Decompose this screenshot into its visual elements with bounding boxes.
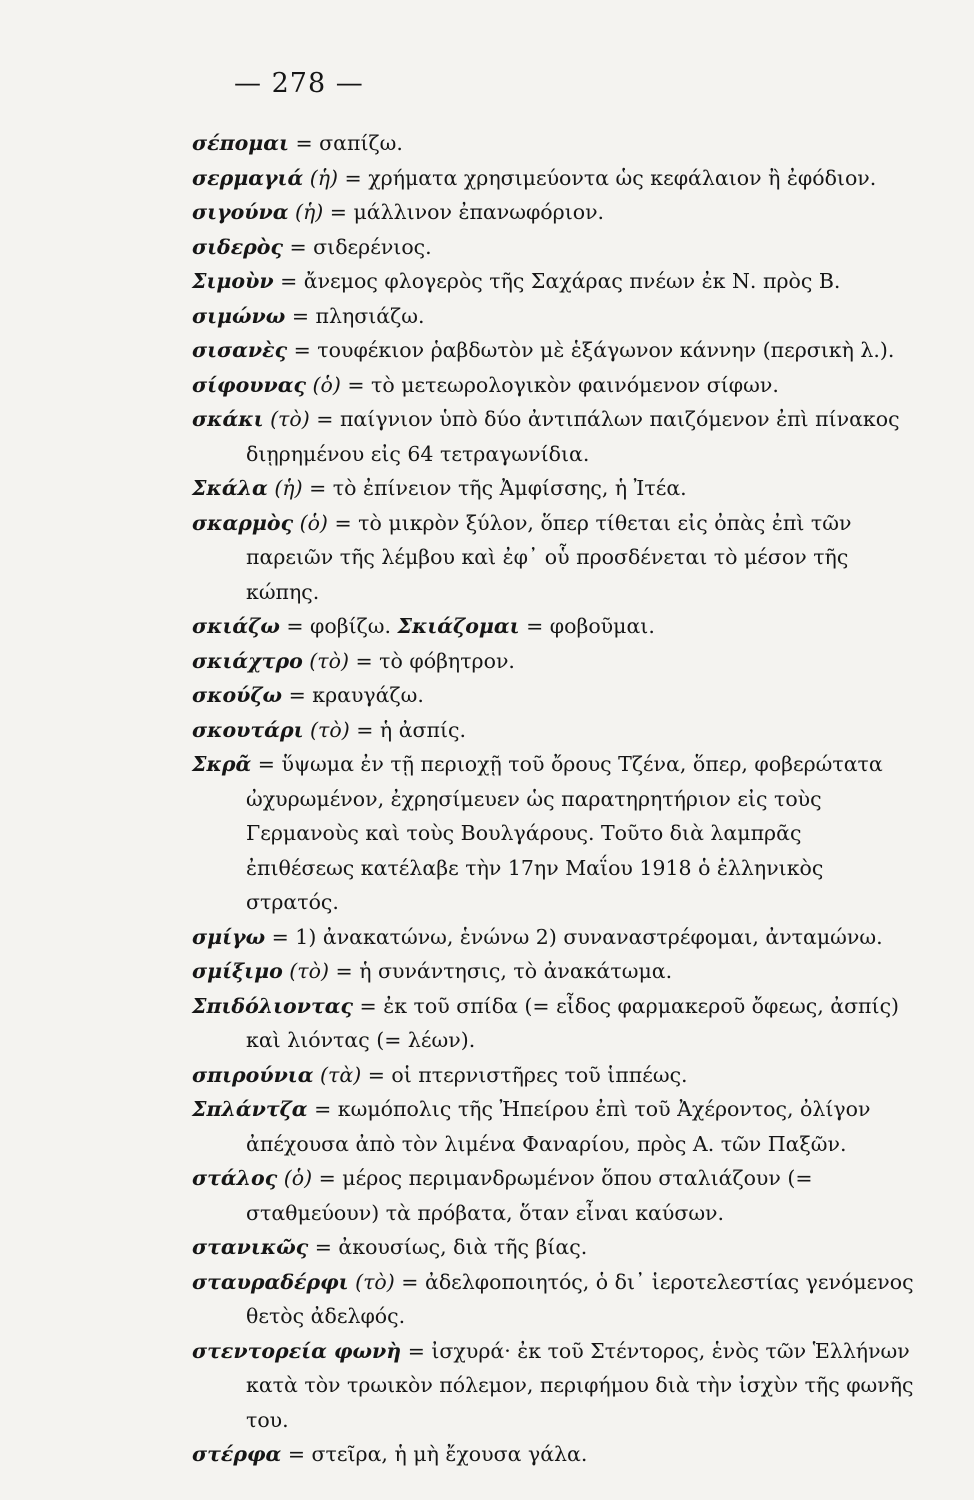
glossary-entry	[192, 1161, 914, 1230]
article: (ἡ)	[303, 165, 339, 190]
glossary-entry	[192, 1265, 914, 1334]
definition: = ἰσχυρά· ἐκ τοῦ Στέντορος, ἑνὸς τῶν Ἑλλήνων κατὰ τὸν τρωικὸν πόλεμον, περιφήμου διὰ τὴν ἰσχὺν τῆς φωνῆς του.	[246, 1338, 914, 1432]
definition: = σαπίζω.	[288, 131, 403, 155]
headword: σκούζω	[192, 683, 283, 707]
glossary-entry	[192, 299, 914, 334]
headword: σέπομαι	[192, 131, 289, 155]
headword: Σιμοὺν	[192, 269, 274, 293]
definition: = ἄνεμος φλογερὸς τῆς Σαχάρας πνέων ἐκ Ν. πρὸς Β.	[273, 269, 841, 293]
glossary-entry	[192, 1092, 914, 1161]
article: (ἡ)	[267, 476, 303, 500]
definition: = χρήματα χρησιμεύοντα ὡς κεφάλαιον ἢ ἐφόδιον.	[338, 165, 877, 190]
page-number: — 278 —	[234, 68, 364, 99]
definition: = ἡ συνάντησις, τὸ ἀνακάτωμα.	[328, 959, 673, 983]
glossary-entry	[192, 126, 914, 161]
definition: = ἀκουσίως, διὰ τῆς βίας.	[308, 1235, 588, 1259]
headword: σιμώνω	[192, 303, 286, 328]
headword: σιγούνα	[192, 200, 289, 224]
glossary-entry	[192, 713, 914, 748]
article: (ἡ)	[288, 200, 324, 224]
article: (τὸ)	[263, 407, 310, 431]
headword: σκιάζω	[192, 614, 280, 638]
glossary-entry	[192, 920, 914, 955]
definition: = τουφέκιον ῥαβδωτὸν μὲ ἑξάγωνον κάννην (περσικὴ λ.).	[287, 338, 895, 362]
headword: σισανὲς	[192, 338, 288, 362]
definition: = τὸ φόβητρον.	[348, 648, 515, 673]
headword: σερμαγιά	[192, 165, 304, 190]
headword: σταυραδέρφι	[192, 1269, 349, 1294]
definition: = τὸ μικρὸν ξύλον, ὅπερ τίθεται εἰς ὀπὰς ἐπὶ τῶν παρειῶν τῆς λέμβου καὶ ἐφ᾽ οὗ προσδένεται τὸ μέσον τῆς κώπης.	[246, 510, 852, 604]
glossary-entry	[192, 1437, 914, 1472]
headword: σκάκι	[192, 407, 264, 431]
definition: = 1) ἀνακατώνω, ἑνώνω 2) συναναστρέφομαι, ἀνταμώνω.	[265, 924, 883, 949]
glossary-entry	[192, 1058, 914, 1093]
headword: Σπιδόλιοντας	[192, 993, 354, 1018]
definition: = ἀδελφοποιητός, ὁ δι᾽ ἱεροτελεστίας γενόμενος θετὸς ἀδελφός.	[246, 1269, 914, 1328]
glossary-entry	[192, 954, 914, 989]
headword: σκιάχτρο	[192, 648, 303, 673]
article: (τὸ)	[302, 648, 349, 673]
article: (τὸ)	[303, 717, 350, 742]
glossary-entry	[192, 1334, 914, 1438]
headword: σπιρούνια	[192, 1062, 314, 1087]
glossary-entry	[192, 506, 914, 610]
definition: = τὸ ἐπίνειον τῆς Ἀμφίσσης, ἡ Ἰτέα.	[302, 476, 687, 500]
headword: στάλος	[192, 1166, 278, 1190]
definition: = ἐκ τοῦ σπίδα (= εἶδος φαρμακεροῦ ὄφεως, ἀσπίς) καὶ λιόντας (= λέων).	[246, 993, 900, 1052]
headword: σκουτάρι	[192, 717, 304, 742]
glossary-entry	[192, 644, 914, 679]
definition-secondary: = φοβοῦμαι.	[519, 614, 655, 638]
definition: = φοβίζω.	[279, 614, 398, 638]
headword-secondary: Σκιάζομαι	[397, 614, 520, 638]
definition: = πλησιάζω.	[285, 303, 425, 328]
definition: = σιδερένιος.	[282, 234, 432, 259]
headword: στέρφα	[192, 1442, 282, 1466]
glossary-entry	[192, 678, 914, 713]
headword: Σκρᾶ	[192, 752, 252, 776]
definition: = ἡ ἀσπίς.	[349, 717, 467, 742]
definition: = μάλλινον ἐπανωφόριον.	[323, 200, 605, 224]
glossary-entry	[192, 264, 914, 299]
headword: στεντορεία φωνὴ	[192, 1338, 402, 1363]
definition: = τὸ μετεωρολογικὸν φαινόμενον σίφων.	[340, 372, 779, 397]
definition: = στεῖρα, ἡ μὴ ἔχουσα γάλα.	[281, 1442, 588, 1466]
headword: σίφουνας	[192, 372, 306, 397]
glossary-entry	[192, 471, 914, 506]
article: (τὸ)	[348, 1269, 395, 1294]
headword: σμίξιμο	[192, 959, 283, 983]
glossary-entry	[192, 161, 914, 196]
definition: = κραυγάζω.	[282, 683, 424, 707]
headword: στανικῶς	[192, 1235, 309, 1259]
article: (τὰ)	[313, 1062, 362, 1087]
headword: σιδερὸς	[192, 234, 283, 259]
article: (ὁ)	[293, 510, 328, 535]
headword: Σπλάντζα	[192, 1097, 308, 1121]
glossary-entry	[192, 333, 914, 368]
headword: σμίγω	[192, 924, 266, 949]
glossary-entry	[192, 195, 914, 230]
glossary-entry	[192, 747, 914, 920]
definition: = παίγνιον ὑπὸ δύο ἀντιπάλων παιζόμενον ἐπὶ πίνακος διῃρημένου εἰς 64 τετραγωνίδια.	[246, 407, 900, 466]
definition: = οἱ πτερνιστῆρες τοῦ ἱππέως.	[361, 1062, 688, 1087]
definition: = κωμόπολις τῆς Ἠπείρου ἐπὶ τοῦ Ἀχέροντος, ὀλίγον ἀπέχουσα ἀπὸ τὸν λιμένα Φαναρίου, πρὸς Α. τῶν Παξῶν.	[246, 1097, 871, 1156]
definition: = ὕψωμα ἐν τῇ περιοχῇ τοῦ ὄρους Τζένα, ὅπερ, φοβερώτατα ὠχυρωμένον, ἐχρησίμευεν ὡς παρατηρητήριον εἰς τοὺς Γερμανοὺς καὶ τοὺς Βουλγάρους. Τοῦτο διὰ λαμπρᾶς ἐπιθέσεως κατέλαβε τὴν 17ην Μαΐου 1918 ὁ ἑλληνικὸς στρατός.	[246, 752, 883, 914]
definition: = μέρος περιμανδρωμένον ὅπου σταλιάζουν (= σταθμεύουν) τὰ πρόβατα, ὅταν εἶναι καύσων.	[246, 1166, 813, 1225]
glossary-entry	[192, 1230, 914, 1265]
glossary-entry	[192, 402, 914, 471]
glossary-entry	[192, 989, 914, 1058]
headword: Σκάλα	[192, 476, 268, 500]
glossary-entries	[192, 126, 914, 1472]
glossary-entry	[192, 368, 914, 403]
glossary-entry	[192, 609, 914, 644]
article: (ὁ)	[277, 1166, 313, 1190]
article: (τὸ)	[282, 959, 329, 983]
article: (ὁ)	[305, 372, 341, 397]
glossary-entry	[192, 230, 914, 265]
headword: σκαρμὸς	[192, 510, 294, 535]
